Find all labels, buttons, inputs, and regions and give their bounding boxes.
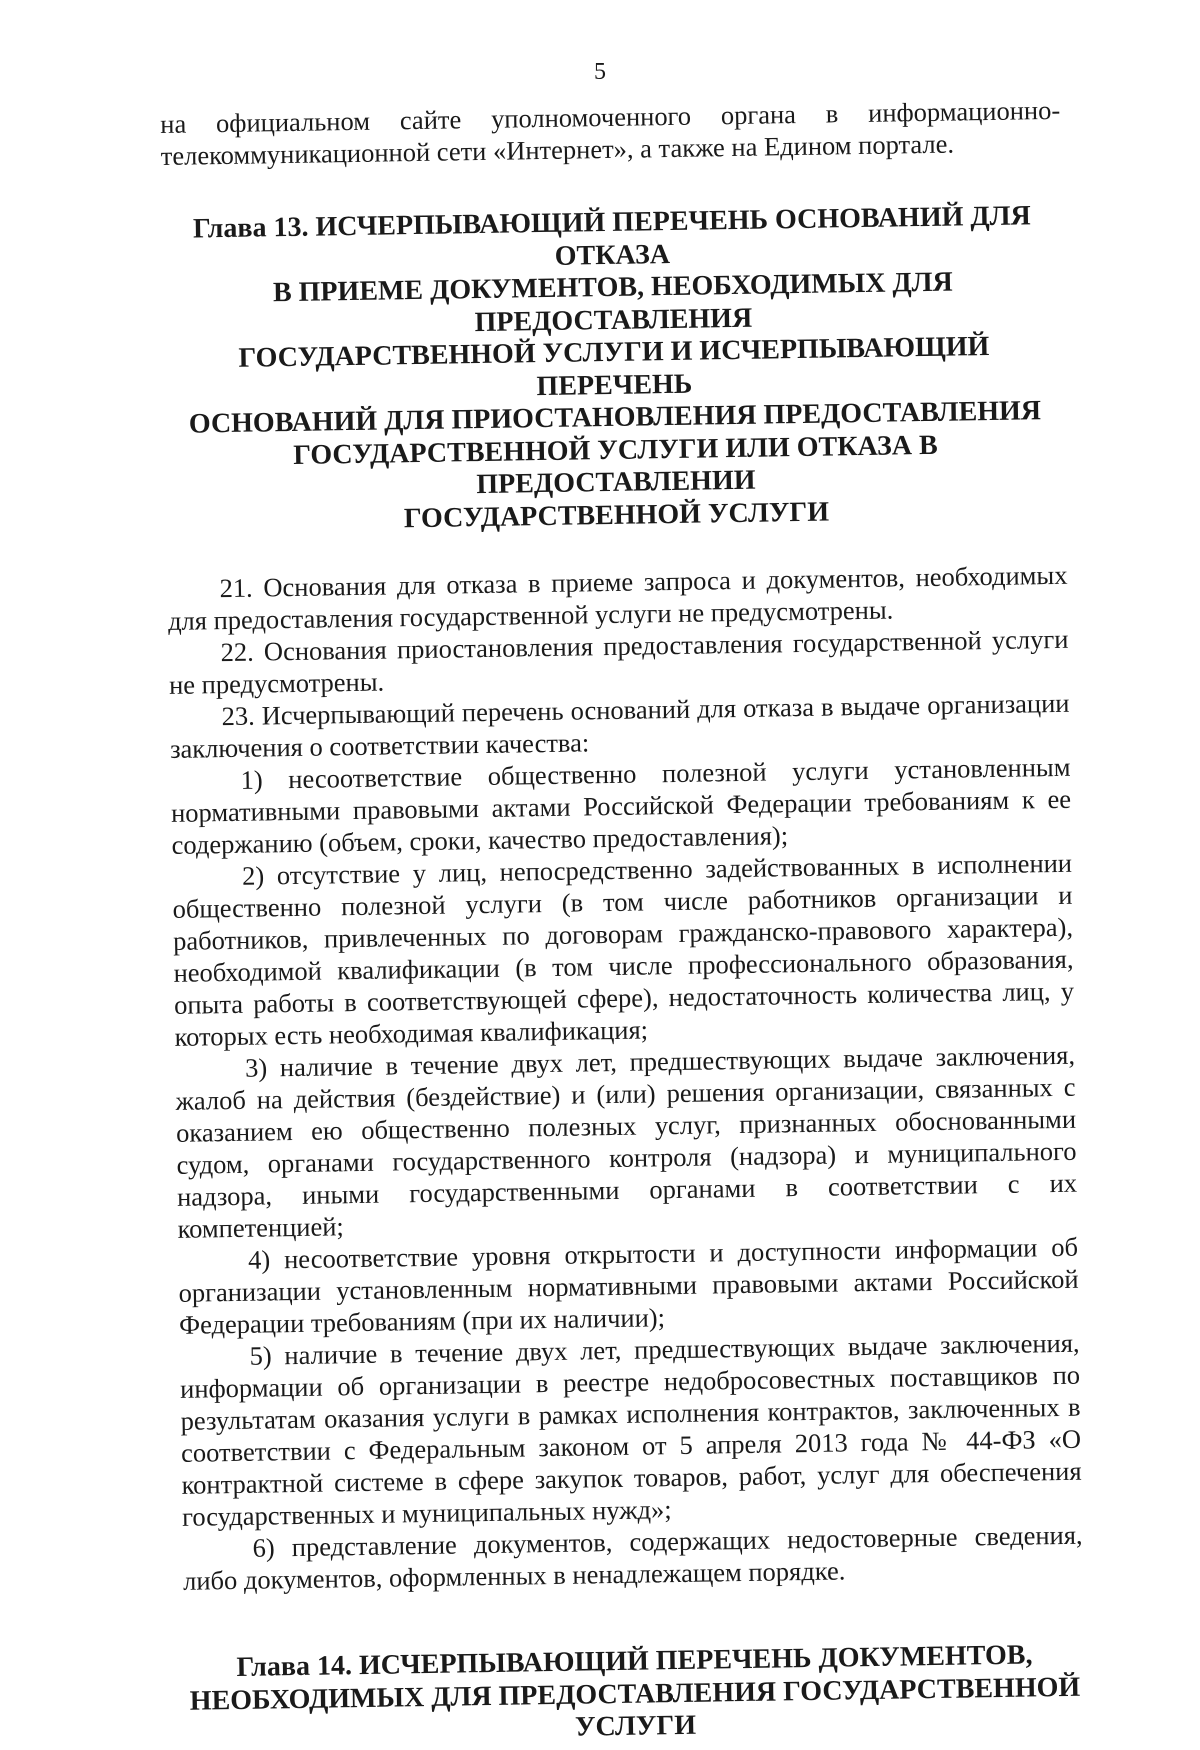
list-item-5: 5) наличие в течение двух лет, предшествующих выдаче заключения, информации об организации в реестре недобросовестных поставщиков по результатам оказания услуги в рамках исполнения контрактов, заключенных в соответствии с Федеральным законом от 5 апреля 2013 года № 44-ФЗ «О контрактной системе в сфере закупок товаров, работ, услуг для обеспечения государственных и муниципальных нужд»; bbox=[179, 1327, 1082, 1532]
chapter-13-heading-line: ОСНОВАНИЙ ДЛЯ ПРИОСТАНОВЛЕНИЯ ПРЕДОСТАВЛЕНИЯ bbox=[188, 395, 1042, 440]
page-number: 5 bbox=[594, 59, 606, 85]
paragraph-21: 21. Основания для отказа в приеме запроса и документов, необходимых для предоставления государственной услуги не предусмотрены. bbox=[167, 559, 1068, 636]
chapter-13-heading bbox=[162, 200, 1067, 539]
chapter-14-heading-line: УСЛУГИ bbox=[574, 1709, 697, 1743]
chapter-13-heading-line: Глава 13. ИСЧЕРПЫВАЮЩИЙ ПЕРЕЧЕНЬ ОСНОВАНИЙ ДЛЯ ОТКАЗА bbox=[192, 200, 1031, 272]
page-content bbox=[160, 94, 1086, 1750]
list-item-1: 1) несоответствие общественно полезной услуги установленным нормативными правовыми актами Российской Федерации требованиям к ее содержанию (объем, сроки, качество предоставления); bbox=[170, 751, 1072, 860]
list-item-2: 2) отсутствие у лиц, непосредственно задействованных в исполнении общественно полезной услуги (в том числе работников организации и работников, привлеченных по договорам гражданско-правового характера), необходимой квалификации (в том числе профессионального образования, опыта работы в соответствующей сфере), недостаточность количества лиц, у которых есть необходимая квалификация; bbox=[172, 847, 1075, 1052]
chapter-14-heading-line: НЕОБХОДИМЫХ ДЛЯ ПРЕДОСТАВЛЕНИЯ ГОСУДАРСТВЕННОЙ bbox=[189, 1671, 1081, 1717]
chapter-13-heading-line: ГОСУДАРСТВЕННОЙ УСЛУГИ И ИСЧЕРПЫВАЮЩИЙ ПЕРЕЧЕНЬ bbox=[238, 331, 990, 402]
intro-paragraph: на официальном сайте уполномоченного органа в информационно-телекоммуникационной сети «Интернет», а также на Едином портале. bbox=[160, 94, 1061, 171]
chapter-14-heading bbox=[184, 1639, 1085, 1750]
paragraph-22: 22. Основания приостановления предоставления государственной услуги не предусмотрены. bbox=[168, 623, 1069, 700]
list-item-4: 4) несоответствие уровня открытости и доступности информации об организации установленным нормативными правовыми актами Российской Федерации требованиям (при их наличии); bbox=[178, 1231, 1079, 1340]
chapter-13-heading-line: ГОСУДАРСТВЕННОЙ УСЛУГИ bbox=[403, 496, 830, 534]
chapter-14-heading-line: Глава 14. ИСЧЕРПЫВАЮЩИЙ ПЕРЕЧЕНЬ ДОКУМЕНТОВ, bbox=[236, 1639, 1033, 1683]
paragraph-23: 23. Исчерпывающий перечень оснований для отказа в выдаче организации заключения о соответствии качества: bbox=[169, 687, 1070, 764]
chapter-13-heading-line: ГОСУДАРСТВЕННОЙ УСЛУГИ ИЛИ ОТКАЗА В ПРЕДОСТАВЛЕНИИ bbox=[292, 429, 938, 501]
chapter-13-heading-line: В ПРИЕМЕ ДОКУМЕНТОВ, НЕОБХОДИМЫХ ДЛЯ ПРЕДОСТАВЛЕНИЯ bbox=[272, 266, 954, 338]
list-item-6: 6) представление документов, содержащих недостоверные сведения, либо документов, оформленных в ненадлежащем порядке. bbox=[182, 1519, 1083, 1596]
list-item-3: 3) наличие в течение двух лет, предшествующих выдаче заключения, жалоб на действия (бездействие) и (или) решения организации, связанных с оказанием ею общественно полезных услуг, признанных обоснованными судом, органами государственного контроля (надзора) и муниципального надзора, иными государственными органами в соответствии с их компетенцией; bbox=[175, 1039, 1078, 1244]
